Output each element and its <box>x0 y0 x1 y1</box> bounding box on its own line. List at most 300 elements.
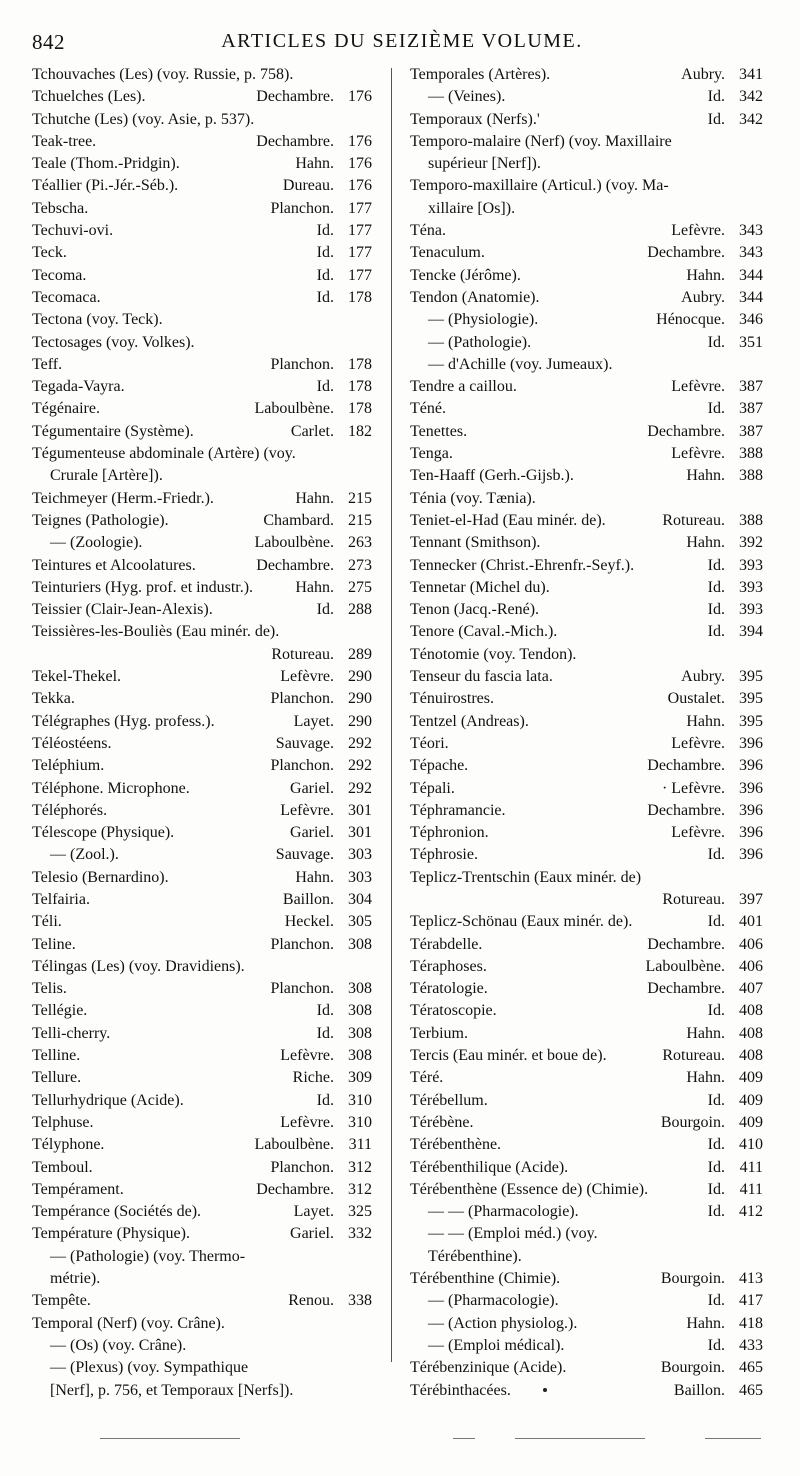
index-entry <box>410 1313 763 1335</box>
entry-page-number: 177 <box>348 244 372 262</box>
index-entry <box>410 398 763 420</box>
entry-page-number: 177 <box>348 266 372 284</box>
entry-heading: Tekka. <box>32 690 75 708</box>
index-entry <box>410 332 763 354</box>
index-entry <box>32 911 372 933</box>
entry-heading: Temporal (Nerf) (voy. Crâne). <box>32 1314 225 1332</box>
index-entry <box>410 198 763 220</box>
entry-heading: Temporo-maxillaire (Articul.) (voy. Ma- <box>410 177 669 195</box>
index-entry <box>410 153 763 175</box>
entry-heading: — (Zoologie). <box>50 534 143 552</box>
entry-author: Id. <box>316 1024 334 1042</box>
entry-author: Renou. <box>288 1292 334 1310</box>
entry-author: Rotureau. <box>271 645 334 663</box>
index-entry <box>32 978 372 1000</box>
entry-page-number: 325 <box>348 1203 372 1221</box>
footer-rule-2 <box>453 1438 475 1439</box>
index-entry <box>410 309 763 331</box>
index-entry <box>410 1112 763 1134</box>
index-entry <box>410 934 763 956</box>
index-entry <box>32 1313 372 1335</box>
ink-dot <box>543 1388 547 1392</box>
entry-page-number: 342 <box>739 110 763 128</box>
entry-author: Gariel. <box>290 824 334 842</box>
index-entry <box>410 1223 763 1245</box>
index-entry <box>32 733 372 755</box>
index-entry <box>32 822 372 844</box>
index-entry <box>32 443 372 465</box>
entry-heading: Teissières-les-Bouliès (Eau minér. de). <box>32 623 280 641</box>
entry-page-number: 341 <box>739 66 763 83</box>
entry-heading: Teichmeyer (Herm.-Friedr.). <box>32 489 214 507</box>
entry-page-number: 309 <box>348 1069 372 1087</box>
entry-heading: Tendon (Anatomie). <box>410 288 540 306</box>
entry-heading: Teale (Thom.-Pridgin). <box>32 155 180 173</box>
entry-author: Lefèvre. <box>280 1047 334 1065</box>
entry-author: Id. <box>316 378 334 396</box>
entry-heading: Température (Physique). <box>32 1225 190 1243</box>
entry-author: Lefèvre. <box>280 801 334 819</box>
entry-author: Layet. <box>293 1203 334 1221</box>
entry-page-number: 406 <box>739 957 763 975</box>
entry-page-number: 178 <box>348 288 372 306</box>
entry-page-number: 177 <box>348 222 372 240</box>
index-entry <box>410 109 763 131</box>
index-entry <box>410 644 763 666</box>
entry-heading: Télescope (Physique). <box>32 824 175 842</box>
entry-author: Lefèvre. <box>671 824 725 842</box>
entry-heading: Tencke (Jérôme). <box>410 266 521 284</box>
entry-page-number: 289 <box>348 645 372 663</box>
index-entry <box>410 1246 763 1268</box>
entry-page-number: 342 <box>739 88 763 106</box>
index-entry <box>32 577 372 599</box>
index-entry <box>32 1357 372 1379</box>
index-entry <box>32 1000 372 1022</box>
entry-heading: Telis. <box>32 980 67 998</box>
index-entry <box>32 287 372 309</box>
entry-heading: Telphuse. <box>32 1113 94 1131</box>
entry-page-number: 308 <box>348 1002 372 1020</box>
entry-page-number: 176 <box>348 177 372 195</box>
entry-heading: Tectona (voy. Teck). <box>32 311 163 329</box>
index-entry <box>32 1157 372 1179</box>
entry-author: Id. <box>707 88 725 106</box>
index-entry <box>410 755 763 777</box>
entry-heading: Téléphone. Microphone. <box>32 779 190 797</box>
entry-author: Laboulbène. <box>254 1136 334 1154</box>
index-entry <box>32 755 372 777</box>
entry-page-number: 388 <box>739 445 763 463</box>
index-entry <box>410 1090 763 1112</box>
entry-page-number: 312 <box>348 1180 372 1198</box>
entry-heading: Temporales (Artères). <box>410 66 551 83</box>
entry-heading: Tchutche (Les) (voy. Asie, p. 537). <box>32 110 255 128</box>
index-entry <box>410 421 763 443</box>
entry-author: Bourgoin. <box>660 1359 725 1377</box>
entry-author: Hahn. <box>686 467 725 485</box>
entry-page-number: 275 <box>348 578 372 596</box>
index-entry <box>410 978 763 1000</box>
index-entry <box>410 1268 763 1290</box>
entry-page-number: 263 <box>348 534 372 552</box>
index-entry <box>32 332 372 354</box>
entry-page-number: 411 <box>739 1158 763 1176</box>
index-entry <box>32 1246 372 1268</box>
entry-author: Id. <box>316 288 334 306</box>
entry-author: Dechambre. <box>647 801 725 819</box>
entry-heading: supérieur [Nerf]). <box>428 155 541 173</box>
index-entry <box>32 64 372 86</box>
entry-heading: Térébenthilique (Acide). <box>410 1158 569 1176</box>
entry-author: Lefèvre. <box>671 734 725 752</box>
entry-heading: Téna. <box>410 222 446 240</box>
index-entry <box>410 1067 763 1089</box>
entry-heading: — (Plexus) (voy. Sympathique <box>50 1359 249 1377</box>
entry-heading: Térébenthine (Chimie). <box>410 1270 561 1288</box>
right-column <box>410 64 763 1402</box>
index-entry <box>32 688 372 710</box>
entry-page-number: 292 <box>348 757 372 775</box>
entry-author: Planchon. <box>270 1158 334 1176</box>
index-entry <box>32 532 372 554</box>
index-entry <box>32 220 372 242</box>
entry-heading: Tentzel (Andreas). <box>410 712 529 730</box>
entry-heading: Tenseur du fascia lata. <box>410 668 553 686</box>
entry-author: Dechambre. <box>256 556 334 574</box>
index-entry <box>410 621 763 643</box>
entry-page-number: 308 <box>348 935 372 953</box>
entry-page-number: 393 <box>739 556 763 574</box>
index-entry <box>32 1134 372 1156</box>
entry-author: Id. <box>316 1091 334 1109</box>
entry-heading: Tendre a caillou. <box>410 378 517 396</box>
entry-author: Baillon. <box>673 1381 725 1399</box>
index-entry <box>410 778 763 800</box>
entry-author: Baillon. <box>282 890 334 908</box>
index-entry <box>32 956 372 978</box>
index-entry <box>32 242 372 264</box>
entry-page-number: 406 <box>739 935 763 953</box>
index-entry <box>32 1335 372 1357</box>
entry-author: Id. <box>707 1292 725 1310</box>
entry-page-number: 178 <box>348 400 372 418</box>
entry-heading: Tenga. <box>410 445 453 463</box>
entry-page-number: 343 <box>739 244 763 262</box>
entry-page-number: 396 <box>739 846 763 864</box>
index-entry <box>32 398 372 420</box>
entry-page-number: 392 <box>739 534 763 552</box>
entry-heading: Téléphorés. <box>32 801 108 819</box>
entry-page-number: 312 <box>348 1158 372 1176</box>
entry-page-number: 396 <box>739 757 763 775</box>
index-entry <box>410 131 763 153</box>
index-entry <box>32 153 372 175</box>
entry-page-number: 395 <box>739 668 763 686</box>
index-entry <box>410 1290 763 1312</box>
entry-heading: Téraphoses. <box>410 957 487 975</box>
entry-heading: Téori. <box>410 734 449 752</box>
index-entry <box>32 86 372 108</box>
entry-author: Dechambre. <box>647 980 725 998</box>
entry-author: Bourgoin. <box>660 1113 725 1131</box>
entry-author: Id. <box>707 333 725 351</box>
entry-author: Hahn. <box>686 1314 725 1332</box>
entry-heading: Teplicz-Schönau (Eaux minér. de). <box>410 913 633 931</box>
index-entry <box>32 599 372 621</box>
index-entry <box>410 1357 763 1379</box>
index-entry <box>410 688 763 710</box>
index-entry <box>32 867 372 889</box>
entry-heading: Tellurhydrique (Acide). <box>32 1091 184 1109</box>
entry-page-number: 182 <box>348 422 372 440</box>
entry-author: Heckel. <box>284 913 334 931</box>
entry-page-number: 388 <box>739 511 763 529</box>
index-entry <box>32 1045 372 1067</box>
entry-heading: Teignes (Pathologie). <box>32 511 169 529</box>
index-entry <box>410 220 763 242</box>
entry-author: Id. <box>707 1002 725 1020</box>
entry-page-number: 176 <box>348 132 372 150</box>
entry-author: Gariel. <box>290 1225 334 1243</box>
index-entry <box>410 844 763 866</box>
entry-heading: Tenettes. <box>410 422 468 440</box>
entry-page-number: 176 <box>348 155 372 173</box>
entry-author: Dechambre. <box>647 757 725 775</box>
entry-author: Carlet. <box>290 422 334 440</box>
entry-page-number: 401 <box>739 913 763 931</box>
entry-page-number: 215 <box>348 511 372 529</box>
entry-author: Dechambre. <box>256 88 334 106</box>
entry-page-number: 393 <box>739 601 763 619</box>
entry-heading: Ténotomie (voy. Tendon). <box>410 645 577 663</box>
entry-page-number: 288 <box>348 601 372 619</box>
entry-heading: [Nerf], p. 756, et Temporaux [Nerfs]). <box>50 1381 294 1399</box>
entry-author: Aubry. <box>681 668 725 686</box>
entry-heading: Télyphone. <box>32 1136 105 1154</box>
entry-page-number: 311 <box>348 1136 372 1154</box>
entry-author: Id. <box>707 400 725 418</box>
index-entry <box>32 488 372 510</box>
entry-page-number: 308 <box>348 980 372 998</box>
entry-author: Laboulbène. <box>254 534 334 552</box>
index-entry <box>32 1112 372 1134</box>
index-entry <box>32 354 372 376</box>
entry-heading: Teff. <box>32 355 63 373</box>
entry-heading: — (Os) (voy. Crâne). <box>50 1336 187 1354</box>
entry-page-number: 303 <box>348 868 372 886</box>
entry-page-number: 408 <box>739 1024 763 1042</box>
index-entry <box>410 711 763 733</box>
entry-heading: Tempérance (Sociétés de). <box>32 1203 202 1221</box>
entry-heading: — (Pharmacologie). <box>428 1292 559 1310</box>
entry-heading: Telesio (Bernardino). <box>32 868 169 886</box>
index-entry <box>410 1000 763 1022</box>
entry-author: Planchon. <box>270 355 334 373</box>
entry-heading: Tempête. <box>32 1292 91 1310</box>
entry-page-number: 301 <box>348 801 372 819</box>
entry-page-number: 396 <box>739 779 763 797</box>
entry-page-number: 393 <box>739 578 763 596</box>
index-entry <box>410 488 763 510</box>
entry-heading: Telli-cherry. <box>32 1024 111 1042</box>
entry-page-number: 408 <box>739 1047 763 1065</box>
index-entry <box>32 465 372 487</box>
index-entry <box>32 376 372 398</box>
entry-heading: Teissier (Clair-Jean-Alexis). <box>32 601 213 619</box>
entry-heading: Téphrosie. <box>410 846 478 864</box>
entry-heading: Tépali. <box>410 779 455 797</box>
entry-author: Lefèvre. <box>280 1113 334 1131</box>
index-entry <box>410 287 763 309</box>
entry-author: Sauvage. <box>275 846 334 864</box>
entry-page-number: 290 <box>348 712 372 730</box>
entry-heading: — — (Pharmacologie). <box>428 1203 579 1221</box>
entry-author: Lefèvre. <box>671 222 725 240</box>
entry-heading: Tercis (Eau minér. et boue de). <box>410 1047 607 1065</box>
footer-rule-4 <box>705 1438 761 1439</box>
index-entry <box>410 733 763 755</box>
entry-heading: Téré. <box>410 1069 444 1087</box>
entry-author: Id. <box>707 913 725 931</box>
entry-heading: Térabdelle. <box>410 935 483 953</box>
entry-author: Id. <box>707 556 725 574</box>
entry-author: Oustalet. <box>667 690 725 708</box>
entry-heading: Tennecker (Christ.-Ehrenfr.-Seyf.). <box>410 556 635 574</box>
entry-heading: Teline. <box>32 935 76 953</box>
index-entry <box>410 555 763 577</box>
entry-heading: Tellégie. <box>32 1002 88 1020</box>
index-entry <box>410 86 763 108</box>
entry-heading: Tératologie. <box>410 980 488 998</box>
index-entry <box>32 1290 372 1312</box>
entry-heading: Techuvi-ovi. <box>32 222 114 240</box>
page-header <box>32 30 772 56</box>
index-entry <box>410 1134 763 1156</box>
entry-page-number: 332 <box>348 1225 372 1243</box>
entry-author: Hahn. <box>686 1069 725 1087</box>
entry-author: Rotureau. <box>662 511 725 529</box>
entry-heading: Téphramancie. <box>410 801 506 819</box>
entry-heading: Ten-Haaff (Gerh.-Gijsb.). <box>410 467 574 485</box>
entry-author: Planchon. <box>270 935 334 953</box>
entry-author: Aubry. <box>681 288 725 306</box>
entry-author: Hénocque. <box>656 311 725 329</box>
index-entry <box>410 64 763 86</box>
entry-author: Id. <box>707 623 725 641</box>
entry-author: Id. <box>707 601 725 619</box>
entry-author: Lefèvre. <box>671 445 725 463</box>
entry-heading: Térébenthène (Essence de) (Chimie). <box>410 1180 649 1198</box>
index-entry <box>32 1023 372 1045</box>
index-entry <box>410 376 763 398</box>
entry-author: Id. <box>707 846 725 864</box>
entry-author: Id. <box>316 222 334 240</box>
index-entry <box>410 265 763 287</box>
index-entry <box>32 934 372 956</box>
index-entry <box>410 1023 763 1045</box>
entry-page-number: 394 <box>739 623 763 641</box>
entry-author: Dechambre. <box>256 1180 334 1198</box>
entry-heading: Tebscha. <box>32 199 89 217</box>
index-entry <box>410 1045 763 1067</box>
entry-author: Rotureau. <box>662 890 725 908</box>
footer-rule-3 <box>515 1438 645 1439</box>
index-entry <box>32 844 372 866</box>
index-entry <box>410 577 763 599</box>
entry-page-number: 387 <box>739 378 763 396</box>
entry-author: Laboulbène. <box>254 400 334 418</box>
entry-heading: Tennant (Smithson). <box>410 534 541 552</box>
entry-heading: Ténia (voy. Tænia). <box>410 489 536 507</box>
entry-author: Hahn. <box>295 489 334 507</box>
entry-author: Hahn. <box>686 1024 725 1042</box>
entry-author: Id. <box>707 578 725 596</box>
entry-author: Id. <box>707 1091 725 1109</box>
entry-author: Hahn. <box>686 712 725 730</box>
entry-heading: — (Pathologie) (voy. Thermo- <box>50 1247 246 1265</box>
entry-heading: Tekel-Thekel. <box>32 668 122 686</box>
entry-heading: — (Zool.). <box>50 846 119 864</box>
index-entry <box>32 1067 372 1089</box>
entry-author: Id. <box>707 110 725 128</box>
entry-page-number: 344 <box>739 288 763 306</box>
entry-heading: Télingas (Les) (voy. Dravidiens). <box>32 957 245 975</box>
entry-author: Dechambre. <box>647 935 725 953</box>
index-entry <box>32 1201 372 1223</box>
entry-author: Gariel. <box>290 779 334 797</box>
left-column <box>32 64 372 1402</box>
index-entry <box>32 198 372 220</box>
entry-author: Id. <box>707 1336 725 1354</box>
entry-heading: Teintures et Alcoolatures. <box>32 556 196 574</box>
entry-author: Id. <box>707 1158 725 1176</box>
entry-heading: — — (Emploi méd.) (voy. <box>428 1225 598 1243</box>
entry-heading: Tenaculum. <box>410 244 485 262</box>
entry-author: Id. <box>316 266 334 284</box>
entry-page-number: 387 <box>739 400 763 418</box>
index-entry <box>410 599 763 621</box>
entry-author: Laboulbène. <box>645 957 725 975</box>
entry-heading: Teinturiers (Hyg. prof. et industr.). <box>32 578 254 596</box>
entry-heading: Tempérament. <box>32 1180 124 1198</box>
index-entry <box>32 666 372 688</box>
entry-heading: Térébenthène. <box>410 1136 502 1154</box>
entry-author: Hahn. <box>686 266 725 284</box>
entry-page-number: 410 <box>739 1136 763 1154</box>
entry-heading: Tegada-Vayra. <box>32 378 125 396</box>
entry-author: Id. <box>316 601 334 619</box>
entry-page-number: 465 <box>739 1381 763 1399</box>
entry-author: Bourgoin. <box>660 1270 725 1288</box>
index-entry <box>410 666 763 688</box>
entry-heading: Teak-tree. <box>32 132 97 150</box>
entry-heading: Téallier (Pi.-Jér.-Séb.). <box>32 177 179 195</box>
entry-author: · Lefèvre. <box>661 779 725 797</box>
index-entry <box>32 800 372 822</box>
index-entry <box>410 354 763 376</box>
index-entry <box>32 1179 372 1201</box>
entry-author: Id. <box>316 244 334 262</box>
index-entry <box>410 956 763 978</box>
index-entry <box>410 1380 763 1402</box>
index-entry <box>410 242 763 264</box>
entry-page-number: 346 <box>739 311 763 329</box>
index-entry <box>410 443 763 465</box>
entry-heading: Tectosages (voy. Volkes). <box>32 333 195 351</box>
index-entry <box>410 867 763 889</box>
entry-page-number: 178 <box>348 355 372 373</box>
